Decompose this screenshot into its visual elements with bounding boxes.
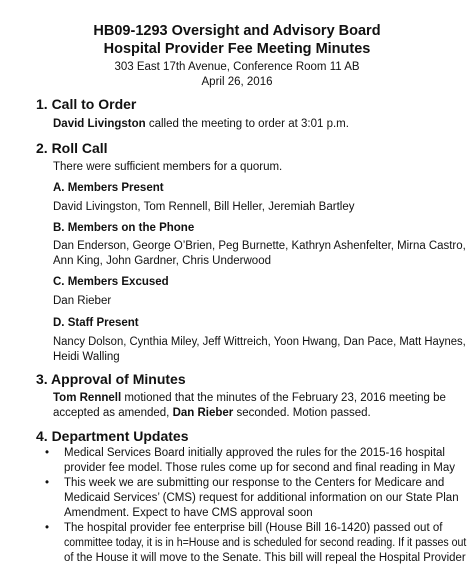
update-1-line-1: Medical Services Board initially approved the rules for the 2015-16 hospital: [64, 447, 445, 459]
call-to-order-body: called the meeting to order at 3:01 p.m.: [145, 118, 349, 130]
staff-present-line-1: Nancy Dolson, Cynthia Miley, Jeff Wittreich, Yoon Hwang, Dan Pace, Matt Haynes,: [53, 336, 466, 348]
bullet-icon: •: [45, 522, 50, 534]
section-heading-department-updates: 4. Department Updates: [36, 428, 189, 444]
call-to-order-text: [53, 118, 349, 130]
person-name: Tom Rennell: [53, 392, 122, 404]
quorum-text: There were sufficient members for a quorum.: [53, 161, 283, 173]
subheading-members-excused: C. Members Excused: [53, 276, 169, 288]
members-on-phone-line-2: Ann King, John Gardner, Chris Underwood: [53, 255, 271, 267]
meeting-address: 303 East 17th Avenue, Conference Room 11 AB: [114, 61, 360, 73]
update-2-line-3: Amendment. Expect to have CMS approval soon: [64, 507, 313, 519]
members-present-list: David Livingston, Tom Rennell, Bill Heller, Jeremiah Bartley: [53, 201, 355, 213]
update-2-line-1: This week we are submitting our response to the Centers for Medicare and: [64, 477, 445, 489]
subheading-members-on-phone: B. Members on the Phone: [53, 222, 195, 234]
meeting-date: April 26, 2016: [201, 76, 273, 88]
approval-text-2: accepted as amended,: [53, 407, 173, 419]
approval-text-1: motioned that the minutes of the February 23, 2016 meeting be: [121, 392, 446, 404]
approval-text-3: seconded. Motion passed.: [233, 407, 371, 419]
subheading-staff-present: D. Staff Present: [53, 317, 139, 329]
bullet-icon: •: [45, 447, 50, 459]
members-on-phone-line-1: Dan Enderson, George O’Brien, Peg Burnette, Kathryn Ashenfelter, Mirna Castro,: [53, 240, 466, 252]
update-2-line-2: Medicaid Services’ (CMS) request for additional information on our State Plan: [64, 492, 459, 504]
staff-present-line-2: Heidi Walling: [53, 351, 120, 363]
update-3-line-2: committee today, it is in h=House and is scheduled for second reading. If it passes out: [64, 537, 467, 549]
update-3-line-1: The hospital provider fee enterprise bill (House Bill 16-1420) passed out of: [64, 522, 443, 534]
section-heading-call-to-order: 1. Call to Order: [36, 96, 137, 112]
section-heading-approval-of-minutes: 3. Approval of Minutes: [36, 371, 186, 387]
document-title-line-2: Hospital Provider Fee Meeting Minutes: [103, 41, 371, 57]
bullet-icon: •: [45, 477, 50, 489]
update-3-line-3: of the House it will move to the Senate. This bill will repeal the Hospital Provider: [64, 552, 466, 564]
person-name: David Livingston: [53, 118, 146, 130]
members-excused-list: Dan Rieber: [53, 295, 112, 307]
approval-line-2: [53, 407, 371, 419]
subheading-members-present: A. Members Present: [53, 182, 164, 194]
person-name: Dan Rieber: [172, 407, 234, 419]
section-heading-roll-call: 2. Roll Call: [36, 140, 108, 156]
document-title-line-1: HB09-1293 Oversight and Advisory Board: [93, 23, 381, 39]
approval-line-1: [53, 392, 446, 404]
update-1-line-2: provider fee model. Those rules come up for second and final reading in May: [64, 462, 456, 474]
